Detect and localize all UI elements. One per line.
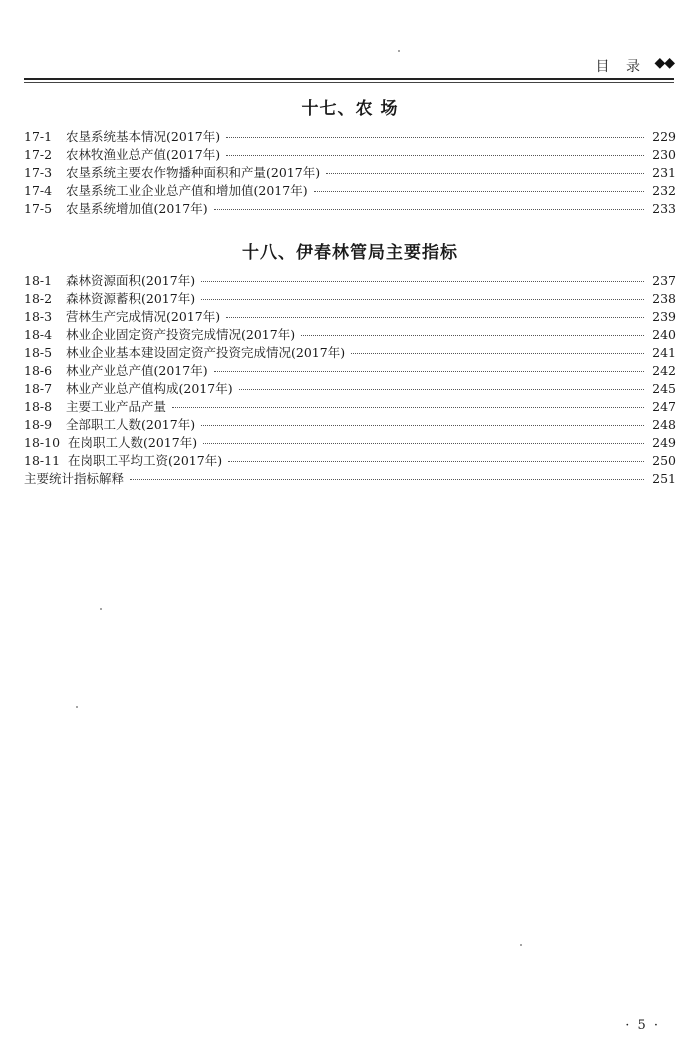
entry-title: 林业企业基本建设固定资产投资完成情况(2017年) <box>66 345 346 360</box>
entry-page: 241 <box>652 345 676 360</box>
dot-leader <box>201 280 644 282</box>
diamond-ornament-icon: ◆◆ <box>654 55 674 71</box>
toc-entry[interactable] <box>24 398 676 416</box>
dot-leader <box>201 424 644 426</box>
dot-leader <box>226 154 644 156</box>
toc-entry[interactable] <box>24 452 676 470</box>
toc-entry[interactable] <box>24 380 676 398</box>
entry-title: 主要统计指标解释 <box>24 471 125 486</box>
dot-leader <box>226 316 644 318</box>
entry-number: 18-5 <box>24 345 53 360</box>
entry-title: 林业企业固定资产投资完成情况(2017年) <box>66 327 296 342</box>
entry-page: 231 <box>652 165 676 180</box>
entry-page: 237 <box>652 273 676 288</box>
toc-entry[interactable] <box>24 128 676 146</box>
section-18 <box>24 240 676 488</box>
entry-title: 营林生产完成情况(2017年) <box>66 309 221 324</box>
entry-number: 18-2 <box>24 291 53 306</box>
entry-page: 242 <box>652 363 676 378</box>
scan-speck <box>520 944 522 946</box>
entry-title: 农垦系统工业企业总产值和增加值(2017年) <box>66 183 308 198</box>
entry-number: 17-3 <box>24 165 53 180</box>
header-rule-thick <box>24 78 674 80</box>
running-header <box>24 54 674 78</box>
page-number: · 5 · <box>625 1018 660 1033</box>
header-rule-thin <box>24 82 674 83</box>
toc-entry[interactable] <box>24 272 676 290</box>
entry-title: 森林资源面积(2017年) <box>66 273 196 288</box>
toc-entry[interactable] <box>24 308 676 326</box>
entry-title: 农垦系统主要农作物播种面积和产量(2017年) <box>66 165 321 180</box>
scan-speck <box>100 608 102 610</box>
entry-page: 229 <box>652 129 676 144</box>
entry-title: 在岗职工人数(2017年) <box>68 435 198 450</box>
entry-page: 238 <box>652 291 676 306</box>
section-title: 十八、伊春林管局主要指标 <box>242 243 458 263</box>
entry-page: 230 <box>652 147 676 162</box>
dot-leader <box>351 352 644 354</box>
entry-number: 18-4 <box>24 327 53 342</box>
entry-number: 18-3 <box>24 309 53 324</box>
dot-leader <box>314 190 644 192</box>
entry-page: 233 <box>652 201 676 216</box>
dot-leader <box>226 136 644 138</box>
toc-list <box>24 272 676 488</box>
toc-entry[interactable] <box>24 164 676 182</box>
entry-number: 18-1 <box>24 273 53 288</box>
dot-leader <box>326 172 644 174</box>
toc-entry[interactable] <box>24 434 676 452</box>
dot-leader <box>214 370 644 372</box>
entry-page: 250 <box>652 453 676 468</box>
toc-entry[interactable] <box>24 146 676 164</box>
entry-page: 248 <box>652 417 676 432</box>
entry-title: 在岗职工平均工资(2017年) <box>68 453 223 468</box>
entry-number: 18-8 <box>24 399 53 414</box>
entry-title: 林业产业总产值(2017年) <box>66 363 208 378</box>
scan-speck <box>398 50 400 52</box>
dot-leader <box>228 460 644 462</box>
entry-title: 农垦系统增加值(2017年) <box>66 201 208 216</box>
entry-number: 17-5 <box>24 201 53 216</box>
toc-entry[interactable] <box>24 416 676 434</box>
entry-number: 18-10 <box>24 435 61 450</box>
entry-page: 251 <box>652 471 676 486</box>
dot-leader <box>301 334 644 336</box>
dot-leader <box>201 298 644 300</box>
entry-title: 林业产业总产值构成(2017年) <box>66 381 233 396</box>
entry-title: 主要工业产品产量 <box>66 399 167 414</box>
dot-leader <box>130 478 644 480</box>
entry-number: 17-1 <box>24 129 53 144</box>
dot-leader <box>214 208 644 210</box>
entry-title: 全部职工人数(2017年) <box>66 417 196 432</box>
toc-entry[interactable] <box>24 290 676 308</box>
entry-page: 247 <box>652 399 676 414</box>
scan-speck <box>76 706 78 708</box>
entry-title: 森林资源蓄积(2017年) <box>66 291 196 306</box>
entry-page: 239 <box>652 309 676 324</box>
entry-page: 240 <box>652 327 676 342</box>
dot-leader <box>239 388 644 390</box>
entry-number: 17-2 <box>24 147 53 162</box>
entry-title: 农垦系统基本情况(2017年) <box>66 129 221 144</box>
toc-entry[interactable] <box>24 344 676 362</box>
entry-title: 农林牧渔业总产值(2017年) <box>66 147 221 162</box>
toc-entry[interactable] <box>24 200 676 218</box>
entry-number: 18-7 <box>24 381 53 396</box>
dot-leader <box>203 442 644 444</box>
dot-leader <box>172 406 644 408</box>
section-title: 十七、农 场 <box>301 99 399 119</box>
entry-page: 245 <box>652 381 676 396</box>
entry-number: 18-9 <box>24 417 53 432</box>
header-label: 目 录 <box>595 59 646 75</box>
toc-list <box>24 128 676 218</box>
toc-entry-appendix[interactable] <box>24 470 676 488</box>
entry-page: 249 <box>652 435 676 450</box>
toc-entry[interactable] <box>24 362 676 380</box>
entry-number: 17-4 <box>24 183 53 198</box>
toc-entry[interactable] <box>24 182 676 200</box>
toc-entry[interactable] <box>24 326 676 344</box>
section-17 <box>24 96 676 218</box>
entry-number: 18-6 <box>24 363 53 378</box>
entry-page: 232 <box>652 183 676 198</box>
entry-number: 18-11 <box>24 453 61 468</box>
